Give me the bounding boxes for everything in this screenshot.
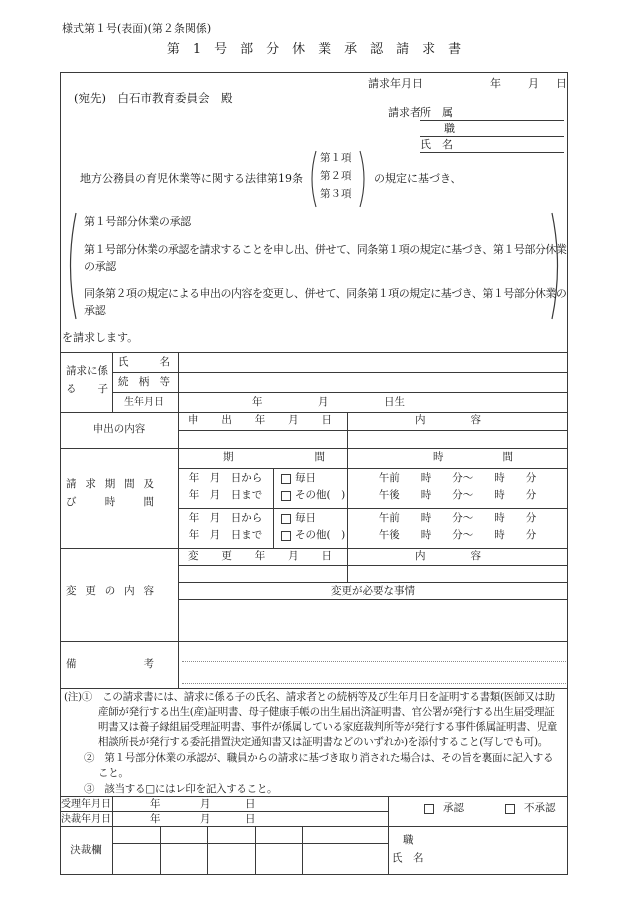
law-clause-1: 第１項 <box>320 152 352 164</box>
offer-content-field[interactable] <box>351 433 561 445</box>
child-birth-label: 生年月日 <box>124 397 164 408</box>
accept-day[interactable]: 日 <box>245 798 256 810</box>
period-from[interactable]: 年 月 日から <box>188 472 263 484</box>
request-close-text: を請求します。 <box>62 331 139 344</box>
divider <box>178 582 568 583</box>
disapprove-label: 不承認 <box>524 802 556 814</box>
offer-date-field[interactable] <box>182 433 342 445</box>
divider <box>112 372 568 373</box>
divider <box>60 811 388 812</box>
kessai-stamp-cell[interactable] <box>164 847 204 871</box>
birth-month[interactable]: 月 <box>318 396 329 408</box>
checkbox-disapprove[interactable] <box>505 804 515 814</box>
divider <box>178 599 568 600</box>
offer-date-header: 申出年月日 <box>188 414 332 426</box>
option-3-line2: 承認 <box>84 304 106 317</box>
period-to[interactable]: 年 月 日まで <box>188 529 263 541</box>
paren-right-icon <box>550 210 566 322</box>
checkbox-daily-2[interactable] <box>281 514 291 524</box>
divider <box>112 392 568 393</box>
option-2-line2: の承認 <box>84 260 117 273</box>
remarks-label: 備考 <box>66 658 154 670</box>
period-section-label-line2: び時間 <box>66 496 154 508</box>
divider <box>255 826 256 875</box>
brace-left-icon <box>306 149 318 209</box>
divider <box>178 565 568 566</box>
checkbox-other-2[interactable] <box>281 531 291 541</box>
note-line: こと。 <box>98 767 129 779</box>
child-row-label-line1: 請求に係 <box>66 365 108 377</box>
decide-day[interactable]: 日 <box>245 813 256 825</box>
change-reason-field[interactable] <box>182 605 564 635</box>
child-name-label: 氏名 <box>118 356 170 368</box>
other-label: その他( ) <box>295 489 346 501</box>
option-2-line1: 第１号部分休業の承認を請求することを申し出、併せて、同条第１項の規定に基づき、第１号部分休業 <box>84 243 567 256</box>
divider <box>60 352 568 353</box>
accept-month[interactable]: 月 <box>200 798 211 810</box>
decide-date-label: 決裁年月日 <box>61 814 111 825</box>
kessai-stamp-cell[interactable] <box>211 847 251 871</box>
child-row-label-line2: る子 <box>66 383 108 395</box>
law-clause-3: 第３項 <box>320 188 352 200</box>
period-from[interactable]: 年 月 日から <box>188 512 263 524</box>
divider <box>60 448 568 449</box>
offer-content-header: 内容 <box>415 414 481 426</box>
kessai-stamp-cell[interactable] <box>306 847 384 871</box>
note-line: ③ 該当する□にはレ印を記入すること。 <box>84 783 278 795</box>
decide-month[interactable]: 月 <box>200 813 211 825</box>
accept-date-label: 受理年月日 <box>61 799 111 810</box>
change-content-header: 内容 <box>415 550 481 562</box>
divider <box>207 826 208 875</box>
divider <box>160 826 161 875</box>
time-pm[interactable]: 午後 時 分～ 時 分 <box>378 529 537 541</box>
divider <box>302 826 303 875</box>
daily-label: 毎日 <box>295 512 316 524</box>
other-label: その他( ) <box>295 529 346 541</box>
form-title: 第 1 号 部 分 休 業 承 認 請 求 書 <box>166 42 462 57</box>
request-date-day[interactable]: 日 <box>556 77 567 90</box>
style-number: 様式第１号(表面)(第２条関係) <box>62 22 212 35</box>
law-lead-text: 地方公務員の育児休業等に関する法律第19条 <box>80 172 303 185</box>
divider <box>60 548 568 549</box>
divider <box>112 843 388 844</box>
divider <box>178 430 568 431</box>
divider <box>178 508 568 509</box>
child-relation-label: 続柄等 <box>118 376 170 388</box>
requester-affiliation-label: 所 属 <box>420 106 453 119</box>
remarks-dotted-line[interactable] <box>182 683 566 684</box>
brace-right-icon <box>358 149 370 209</box>
divider <box>388 796 389 875</box>
period-to[interactable]: 年 月 日まで <box>188 489 263 501</box>
change-reason-header: 変更が必要な事情 <box>331 585 415 597</box>
requester-name-label: 氏 名 <box>420 138 453 151</box>
birth-year[interactable]: 年 <box>252 396 263 408</box>
remarks-dotted-line[interactable] <box>182 661 566 662</box>
divider <box>60 796 568 797</box>
decide-year[interactable]: 年 <box>150 813 161 825</box>
divider <box>60 688 568 689</box>
birth-day[interactable]: 日生 <box>384 396 405 408</box>
requester-label: 請求者 <box>388 106 421 119</box>
note-line: 産師が発行する出生(産)証明書、母子健康手帳の出生届出済証明書、官公署が発行する出生届受理証 <box>98 706 555 718</box>
accept-year[interactable]: 年 <box>150 798 161 810</box>
divider <box>60 641 568 642</box>
divider <box>273 468 274 548</box>
position-input-line[interactable] <box>420 136 564 137</box>
child-relation-field[interactable] <box>182 376 564 390</box>
divider <box>60 412 568 413</box>
law-tail-text: の規定に基づき、 <box>374 172 462 185</box>
offer-section-label: 申出の内容 <box>92 423 146 435</box>
time-pm[interactable]: 午後 時 分～ 時 分 <box>378 489 537 501</box>
affiliation-input-line[interactable] <box>420 120 564 121</box>
request-date-year[interactable]: 年 <box>490 77 501 90</box>
daily-label: 毎日 <box>295 472 316 484</box>
approve-label: 承認 <box>443 802 464 814</box>
checkbox-daily-1[interactable] <box>281 474 291 484</box>
divider <box>112 352 113 412</box>
time-header: 時間 <box>433 451 513 463</box>
name-input-line[interactable] <box>420 152 564 153</box>
law-clause-2: 第２項 <box>320 170 352 182</box>
note-line: 相談所長が発行する委託措置決定通知書又は証明書などのいずれか)を添付すること(写しでも可)。 <box>98 736 548 748</box>
divider <box>178 468 568 469</box>
change-date-field[interactable] <box>182 568 342 580</box>
kessai-stamp-cell[interactable] <box>116 847 156 871</box>
kessai-label: 決裁欄 <box>70 844 102 856</box>
period-header: 期間 <box>223 451 325 463</box>
approver-post-label: 職 <box>403 834 414 846</box>
note-line: ② 第１号部分休業の承認が、職員からの請求に基づき取り消された場合は、その旨を裏面に記入する <box>84 752 554 764</box>
change-date-header: 変更年月日 <box>188 550 332 562</box>
kessai-stamp-cell[interactable] <box>259 847 299 871</box>
divider <box>60 826 568 827</box>
requester-position-label: 職 <box>444 122 455 135</box>
checkbox-approve[interactable] <box>424 804 434 814</box>
child-name-field[interactable] <box>182 356 564 370</box>
request-date-month[interactable]: 月 <box>528 77 539 90</box>
addressee: (宛先) 白石市教育委員会 殿 <box>74 91 233 105</box>
option-3-line1: 同条第２項の規定による申出の内容を変更し、併せて、同条第１項の規定に基づき、第１号部分休業の <box>84 287 567 300</box>
note-line: 明書又は養子縁組届受理証明書、事件が係属している家庭裁判所等が発行する事件係属証明書、児童 <box>98 721 557 733</box>
option-1: 第１号部分休業の承認 <box>84 215 191 228</box>
period-section-label-line1: 請求期間及 <box>66 478 154 490</box>
time-am[interactable]: 午前 時 分～ 時 分 <box>378 472 537 484</box>
request-date-label: 請求年月日 <box>368 77 423 90</box>
checkbox-other-1[interactable] <box>281 491 291 501</box>
change-section-label: 変更の内容 <box>66 585 154 597</box>
paren-left-icon <box>62 210 78 322</box>
approver-name-label: 氏 名 <box>392 852 424 864</box>
note-line: (注)① この請求書には、請求に係る子の氏名、請求者との続柄等及び生年月日を証明する書類(医師又は助 <box>64 691 555 703</box>
change-content-field[interactable] <box>351 568 561 580</box>
time-am[interactable]: 午前 時 分～ 時 分 <box>378 512 537 524</box>
divider <box>112 796 113 875</box>
